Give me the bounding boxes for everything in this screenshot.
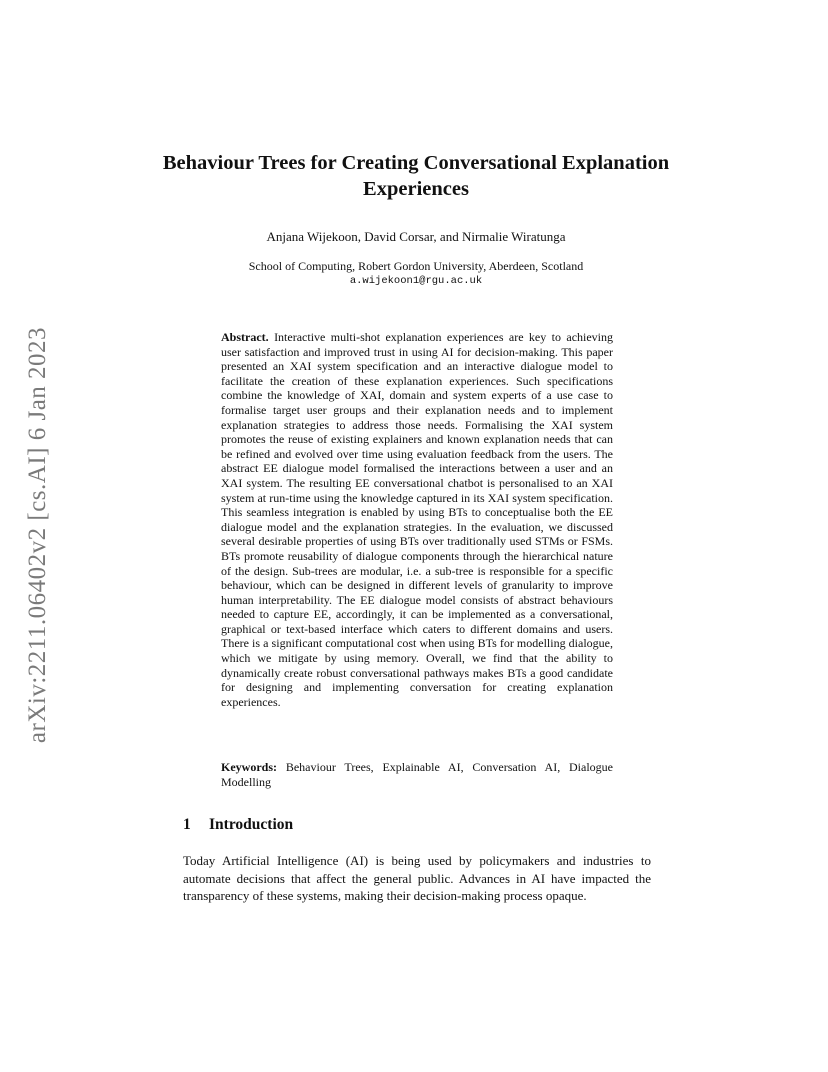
keywords (221, 760, 613, 789)
author-email: a.wijekoon1@rgu.ac.uk (349, 275, 483, 287)
paper-title: Behaviour Trees for Creating Conversational Explanation Experiences (162, 152, 670, 200)
paper-affiliation: School of Computing, Robert Gordon University, Aberdeen, Scotland (248, 259, 584, 273)
keywords-label: Keywords: (221, 760, 277, 774)
abstract (221, 330, 613, 709)
section-heading (183, 816, 293, 834)
section-number: 1 (183, 816, 191, 833)
keywords-text: Behaviour Trees, Explainable AI, Conversation AI, Dialogue Modelling (221, 760, 613, 789)
paper-authors: Anjana Wijekoon, David Corsar, and Nirmalie Wiratunga (266, 229, 566, 244)
abstract-label: Abstract. (221, 330, 269, 344)
arxiv-sidebar (12, 300, 64, 770)
abstract-text: Interactive multi-shot explanation experiences are key to achieving user satisfaction and improved trust in using AI for decision-making. This paper presented an XAI system specification and an interactive dialogue model to facilitate the creation of these explanation experiences. Such specifications combine the knowledge of XAI, domain and system experts of a use case to formalise target user groups and their explanation needs and to implement explanation strategies to address those needs. Formalising the XAI system promotes the reuse of existing explainers and known explanation needs that can be refined and evolved over time using evaluation feedback from the users. The abstract EE dialogue model formalised the interactions between a user and an XAI system. The resulting EE conversational chatbot is personalised to an XAI system at run-time using the knowledge captured in its XAI system specification. This seamless integration is enabled by using BTs to conceptualise both the EE dialogue model and the explanation strategies. In the evaluation, we discussed several desirable properties of using BTs over traditionally used STMs or FSMs. BTs promote reusability of dialogue components through the hierarchical nature of the design. Sub-trees are modular, i.e. a sub-tree is responsible for a specific behaviour, which can be designed in different levels of granularity to improve human interpretability. The EE dialogue model consists of abstract behaviours needed to capture EE, accordingly, it can be implemented as a conversational, graphical or text-based interface which caters to different domains and users. There is a significant computational cost when using BTs for modelling dialogue, which we mitigate by using memory. Overall, we find that the ability to dynamically create robust conversational pathways makes BTs a good candidate for designing and implementing conversation for creating explanation experiences. (221, 330, 614, 709)
section-title: Introduction (209, 816, 294, 833)
arxiv-id: arXiv:2211.06402v2 [cs.AI] 6 Jan 2023 (24, 326, 51, 744)
section-paragraph: Today Artificial Intelligence (AI) is being used by policymakers and industries to automate decisions that affect the general public. Advances in AI have impacted the transparency of these systems, making their decision-making process opaque. (183, 853, 651, 903)
